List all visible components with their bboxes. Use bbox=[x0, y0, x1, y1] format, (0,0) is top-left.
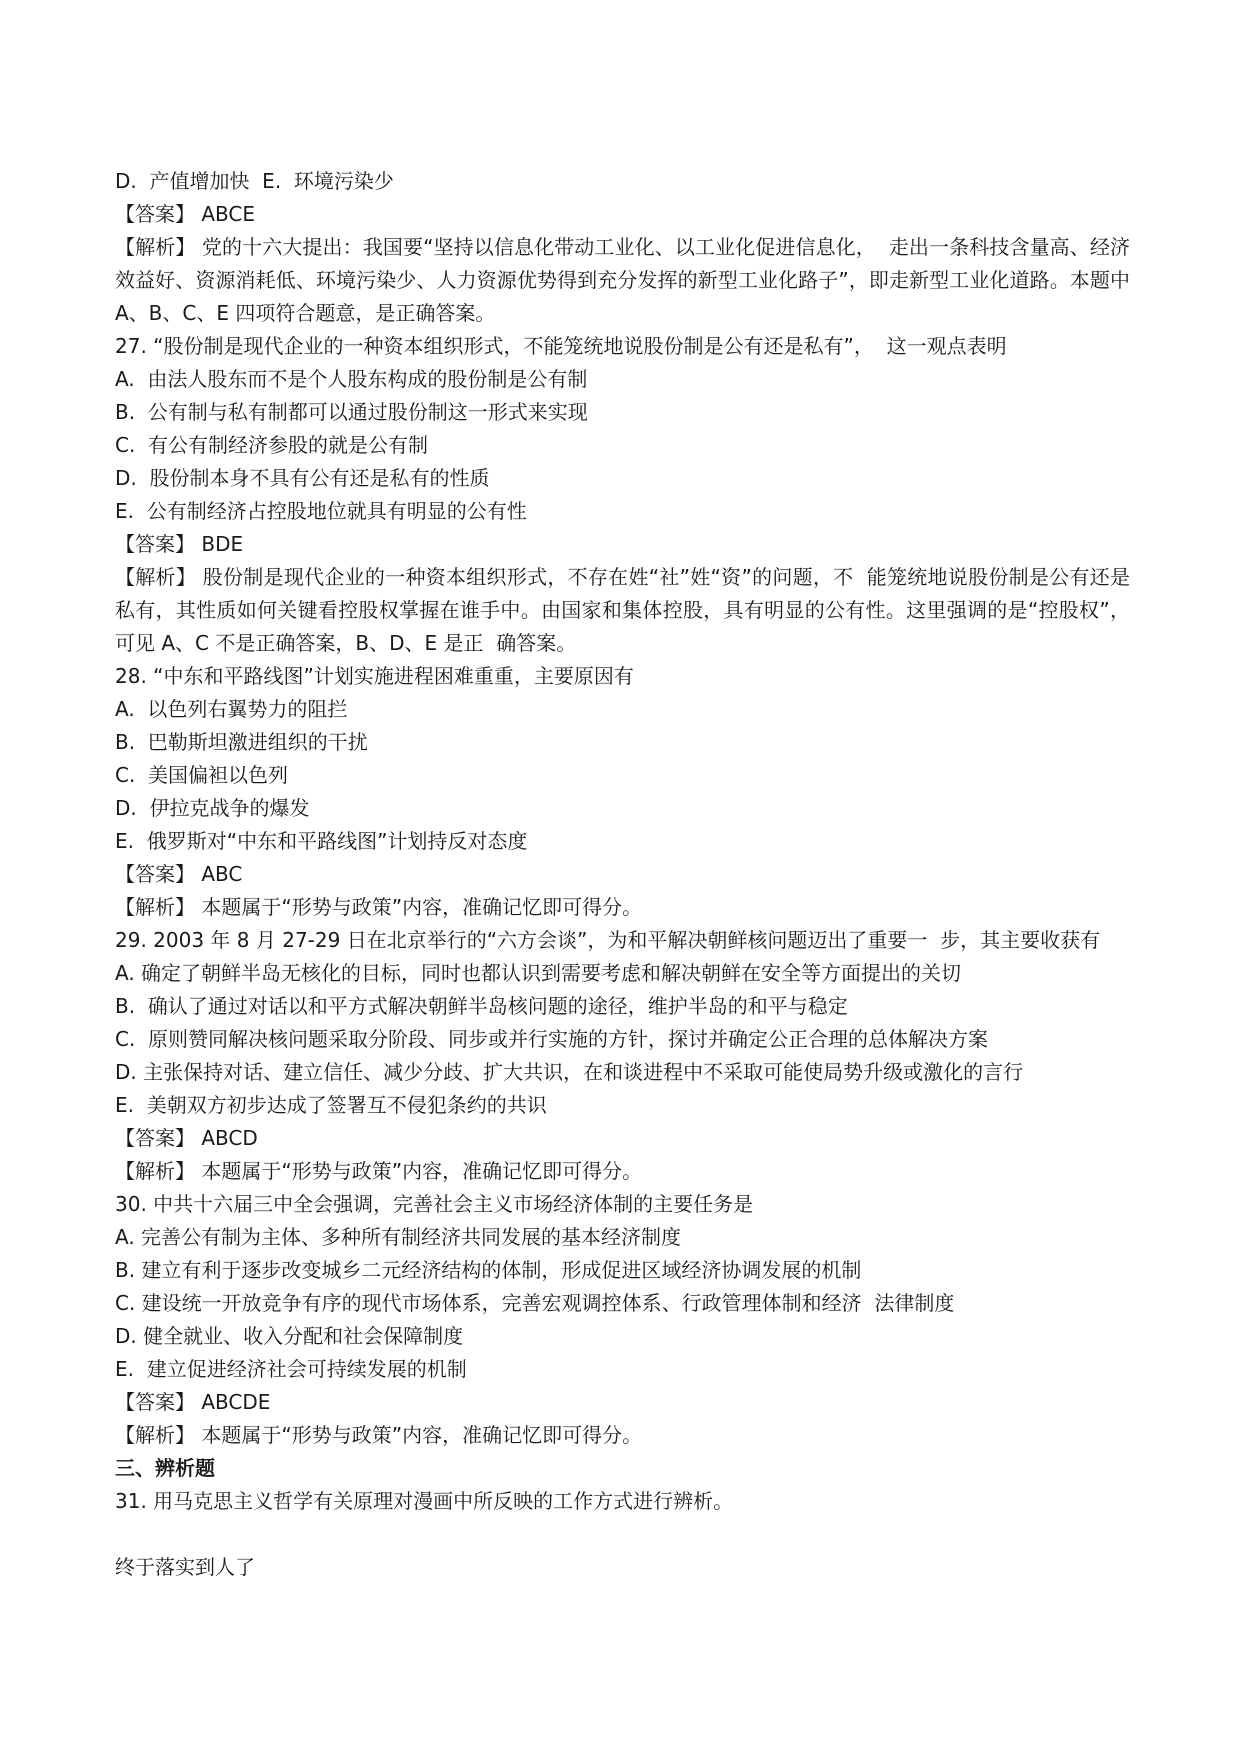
q26-option-de: D. 产值增加快 E. 环境污染少 bbox=[115, 169, 394, 193]
q29-option-b: B. 确认了通过对话以和平方式解决朝鲜半岛核问题的途径，维护半岛的和平与稳定 bbox=[115, 994, 848, 1018]
section-heading: 三、辨析题 bbox=[115, 1456, 215, 1480]
q28-analysis: 【解析】 本题属于“形势与政策”内容，准确记忆即可得分。 bbox=[115, 895, 643, 919]
q28-option-a: A. 以色列右翼势力的阻拦 bbox=[115, 697, 348, 721]
q30-option-a: A. 完善公有制为主体、多种所有制经济共同发展的基本经济制度 bbox=[115, 1225, 682, 1249]
q29-option-a: A. 确定了朝鲜半岛无核化的目标，同时也都认识到需要考虑和解决朝鲜在安全等方面提出的关切 bbox=[115, 961, 962, 985]
q27-option-c: C. 有公有制经济参股的就是公有制 bbox=[115, 433, 429, 457]
q26-answer: 【答案】 ABCE bbox=[115, 202, 256, 226]
q30-option-d: D. 健全就业、收入分配和社会保障制度 bbox=[115, 1324, 464, 1348]
q30-option-c: C. 建设统一开放竞争有序的现代市场体系，完善宏观调控体系、行政管理体制和经济 法律制度 bbox=[115, 1291, 955, 1315]
q28-answer: 【答案】 ABC bbox=[115, 862, 243, 886]
q30-analysis: 【解析】 本题属于“形势与政策”内容，准确记忆即可得分。 bbox=[115, 1423, 643, 1447]
q29-analysis: 【解析】 本题属于“形势与政策”内容，准确记忆即可得分。 bbox=[115, 1159, 643, 1183]
q27-option-b: B. 公有制与私有制都可以通过股份制这一形式来实现 bbox=[115, 400, 588, 424]
q29-question: 29. 2003 年 8 月 27-29 日在北京举行的“六方会谈”，为和平解决朝鲜核问题迈出了重要一 步，其主要收获有 bbox=[115, 928, 1101, 952]
q29-option-c: C. 原则赞同解决核问题采取分阶段、同步或并行实施的方针，探讨并确定公正合理的总体解决方案 bbox=[115, 1027, 989, 1051]
q29-option-d: D. 主张保持对话、建立信任、减少分歧、扩大共识，在和谈进程中不采取可能使局势升级或激化的言行 bbox=[115, 1060, 1024, 1084]
q27-option-e: E. 公有制经济占控股地位就具有明显的公有性 bbox=[115, 499, 527, 523]
q30-option-b: B. 建立有利于逐步改变城乡二元经济结构的体制，形成促进区域经济协调发展的机制 bbox=[115, 1258, 862, 1282]
q28-option-e: E. 俄罗斯对“中东和平路线图”计划持反对态度 bbox=[115, 829, 528, 853]
q30-option-e: E. 建立促进经济社会可持续发展的机制 bbox=[115, 1357, 467, 1381]
q31-question: 31. 用马克思主义哲学有关原理对漫画中所反映的工作方式进行辨析。 bbox=[115, 1489, 734, 1513]
q28-question: 28. “中东和平路线图”计划实施进程困难重重，主要原因有 bbox=[115, 664, 634, 688]
q27-option-d: D. 股份制本身不具有公有还是私有的性质 bbox=[115, 466, 490, 490]
q28-option-b: B. 巴勒斯坦激进组织的干扰 bbox=[115, 730, 368, 754]
q29-option-e: E. 美朝双方初步达成了签署互不侵犯条约的共识 bbox=[115, 1093, 547, 1117]
q27-option-a: A. 由法人股东而不是个人股东构成的股份制是公有制 bbox=[115, 367, 588, 391]
cartoon-caption: 终于落实到人了 bbox=[115, 1555, 255, 1579]
q27-question: 27. “股份制是现代企业的一种资本组织形式，不能笼统地说股份制是公有还是私有”， 这一观点表明 bbox=[115, 334, 1007, 358]
q26-analysis: 【解析】 党的十六大提出：我国要“坚持以信息化带动工业化、以工业化促进信息化， 走出一条科技含量高、经济效益好、资源消耗低、环境污染少、人力资源优势得到充分发挥的新型工业化路子”，即走新型工业化道路。本题中 A、B、C、E 四项符合题意，是正确答案。 bbox=[115, 235, 1137, 325]
q30-answer: 【答案】 ABCDE bbox=[115, 1390, 271, 1414]
q27-analysis: 【解析】 股份制是现代企业的一种资本组织形式，不存在姓“社”姓“资”的问题，不 能笼统地说股份制是公有还是私有，其性质如何关键看控股权掌握在谁手中。由国家和集体控股，具有明显的公有性。这里强调的是“控股权”，可见 A、C 不是正确答案，B、D、E 是正 确答案。 bbox=[115, 565, 1130, 655]
document-page bbox=[115, 165, 1137, 1584]
q30-question: 30. 中共十六届三中全会强调，完善社会主义市场经济体制的主要任务是 bbox=[115, 1192, 754, 1216]
q28-option-d: D. 伊拉克战争的爆发 bbox=[115, 796, 310, 820]
blank-line bbox=[115, 1518, 1130, 1551]
q29-answer: 【答案】 ABCD bbox=[115, 1126, 258, 1150]
q27-answer: 【答案】 BDE bbox=[115, 532, 244, 556]
q28-option-c: C. 美国偏袒以色列 bbox=[115, 763, 289, 787]
